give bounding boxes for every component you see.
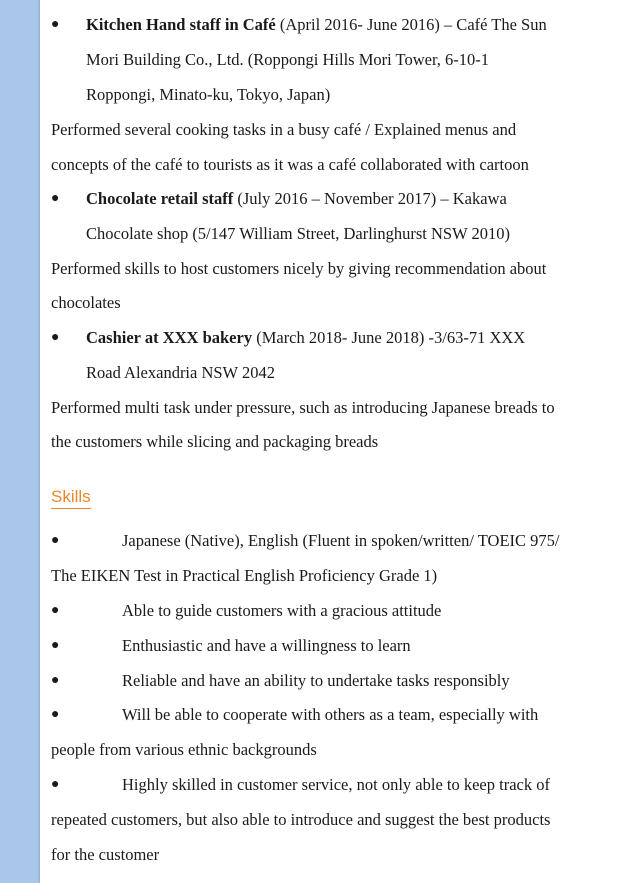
job-line: [86, 15, 547, 35]
skill-text: Enthusiastic and have a willingness to learn: [122, 636, 411, 655]
skill-text-continued: The EIKEN Test in Practical English Proficiency Grade 1): [51, 566, 438, 585]
skill-text-continued: for the customer: [51, 845, 160, 864]
bullet-icon: ●: [51, 638, 60, 653]
job-description: Performed several cooking tasks in a busy café / Explained menus and: [51, 120, 517, 139]
bullet-icon: ●: [51, 673, 60, 688]
skill-text: Able to guide customers with a gracious attitude: [122, 601, 442, 620]
job-description: Performed skills to host customers nicely by giving recommendation about: [51, 259, 547, 278]
job-details: Chocolate shop (5/147 William Street, Darlinghurst NSW 2010): [86, 224, 511, 243]
job-details: (March 2018- June 2018) -3/63-71 XXX: [252, 328, 526, 347]
job-title: Cashier at XXX bakery: [86, 328, 253, 347]
job-description: concepts of the café to tourists as it was a café collaborated with cartoon: [51, 155, 529, 174]
job-details: Mori Building Co., Ltd. (Roppongi Hills Mori Tower, 6-10-1: [86, 50, 490, 69]
bullet-icon: ●: [51, 533, 60, 548]
skill-text-continued: repeated customers, but also able to introduce and suggest the best products: [51, 810, 551, 829]
skill-text: Reliable and have an ability to undertake tasks responsibly: [122, 671, 510, 690]
job-line: [86, 328, 525, 348]
skill-text: Highly skilled in customer service, not only able to keep track of: [122, 775, 550, 794]
job-line: [86, 189, 507, 209]
job-details: (July 2016 – November 2017) – Kakawa: [233, 189, 507, 208]
section-heading-skills: Skills: [51, 487, 91, 509]
skill-text: Will be able to cooperate with others as a team, especially with: [122, 705, 539, 724]
document-page: [40, 0, 640, 883]
job-description: Performed multi task under pressure, such as introducing Japanese breads to: [51, 398, 555, 417]
job-details: Road Alexandria NSW 2042: [86, 363, 275, 382]
job-title: Kitchen Hand staff in Café: [86, 15, 276, 34]
skill-text-continued: people from various ethnic backgrounds: [51, 740, 317, 759]
bullet-icon: ●: [51, 777, 60, 792]
job-description: the customers while slicing and packaging breads: [51, 432, 379, 451]
job-details: Roppongi, Minato-ku, Tokyo, Japan): [86, 85, 331, 104]
job-details: (April 2016- June 2016) – Café The Sun: [275, 15, 547, 34]
bullet-icon: ●: [51, 707, 60, 722]
bullet-icon: ●: [51, 191, 60, 206]
skill-text: Japanese (Native), English (Fluent in spoken/written/ TOEIC 975/: [122, 531, 560, 550]
job-title: Chocolate retail staff: [86, 189, 234, 208]
bullet-icon: ●: [51, 17, 60, 32]
bullet-icon: ●: [51, 330, 60, 345]
job-description: chocolates: [51, 293, 121, 312]
bullet-icon: ●: [51, 603, 60, 618]
